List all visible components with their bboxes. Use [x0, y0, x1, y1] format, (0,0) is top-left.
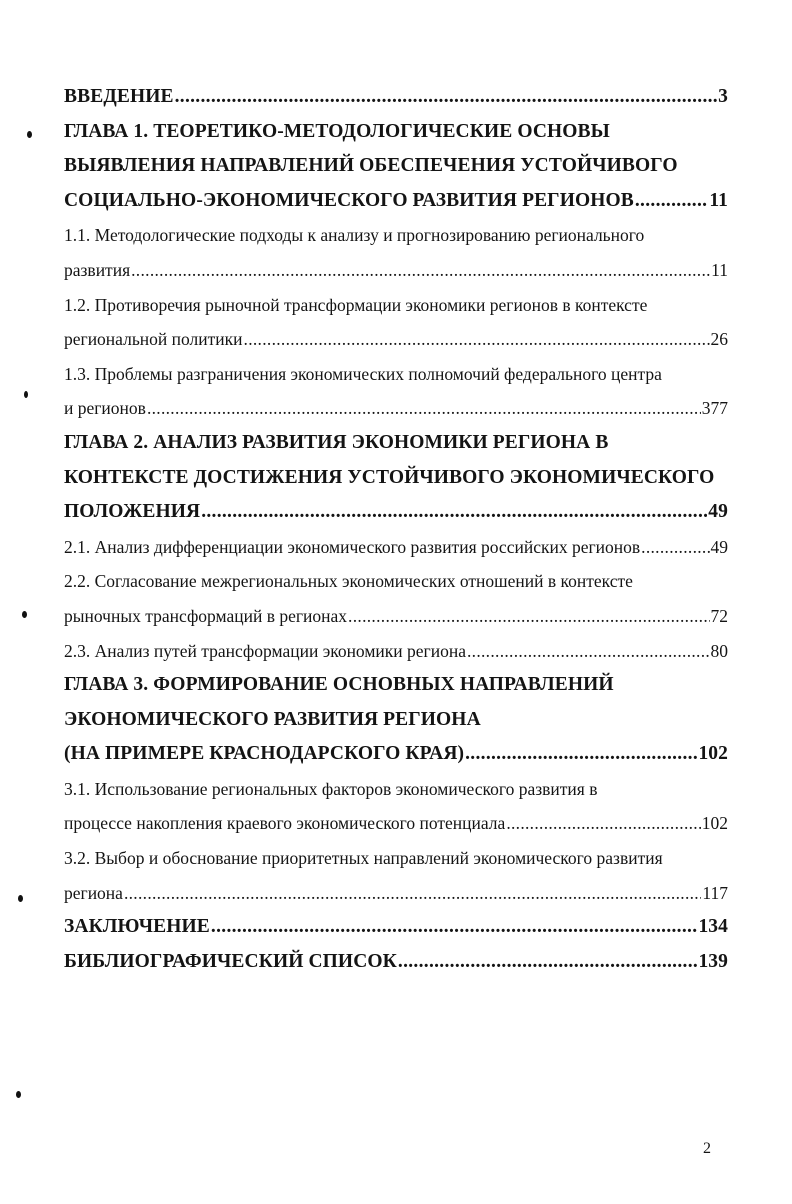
toc-entry-text: 2.1. Анализ дифференциации экономического развития российских регионов	[64, 536, 641, 557]
toc-subsection-line	[64, 530, 728, 565]
toc-entry-text: (НА ПРИМЕРЕ КРАСНОДАРСКОГО КРАЯ)	[64, 743, 465, 765]
toc-subsection-line	[64, 806, 728, 841]
dot-leader	[124, 876, 701, 911]
toc-subsection-line	[64, 599, 728, 634]
toc-page-number: 80	[710, 640, 728, 661]
toc-subsection-line	[64, 634, 728, 669]
toc-entry-text: 1.3. Проблемы разграничения экономических полномочий федерального центра	[64, 363, 662, 384]
toc-subsection-line	[64, 564, 728, 599]
toc-subsection-line	[64, 391, 728, 426]
scan-speck	[27, 131, 32, 138]
toc-page-number: 117	[702, 882, 728, 903]
toc-page-number: 139	[698, 950, 728, 972]
dot-leader	[131, 253, 710, 288]
toc-entry-text: ЭКОНОМИЧЕСКОГО РАЗВИТИЯ РЕГИОНА	[64, 708, 481, 730]
toc-page-number: 26	[710, 329, 728, 350]
toc-entry-text: региона	[64, 882, 123, 903]
toc-heading-line	[64, 945, 728, 980]
toc-entry-text: 1.2. Противоречия рыночной трансформации экономики регионов в контексте	[64, 294, 648, 315]
toc-entry-text: ВВЕДЕНИЕ	[64, 86, 174, 107]
toc-heading-line	[64, 149, 728, 184]
scan-speck	[18, 895, 23, 902]
toc-heading-line	[64, 668, 728, 703]
dot-leader	[398, 945, 698, 980]
toc-entry-text: ЗАКЛЮЧЕНИЕ	[64, 916, 210, 938]
toc-entry-text: ГЛАВА 1. ТЕОРЕТИКО-МЕТОДОЛОГИЧЕСКИЕ ОСНОВЫ	[64, 120, 610, 142]
toc-page-number: 11	[709, 189, 728, 211]
toc-entry-text: рыночных трансформаций в регионах	[64, 605, 348, 626]
toc-page-number: 134	[698, 916, 728, 938]
toc-subsection-line	[64, 876, 728, 911]
toc-heading-line	[64, 80, 728, 115]
toc-heading-line	[64, 737, 728, 772]
page-number: 2	[703, 1140, 711, 1157]
toc-heading-line	[64, 495, 728, 530]
scan-speck	[16, 1091, 21, 1098]
scan-speck	[22, 611, 27, 618]
toc-entry-text: 3.1. Использование региональных факторов экономического развития в	[64, 778, 598, 799]
toc-heading-line	[64, 910, 728, 945]
toc-page-number: 3	[718, 86, 728, 107]
dot-leader	[635, 184, 709, 219]
dot-leader	[348, 599, 709, 634]
toc-entry-text: и регионов	[64, 398, 146, 419]
dot-leader	[641, 530, 709, 565]
dot-leader	[175, 80, 718, 115]
scan-speck	[24, 391, 28, 398]
dot-leader	[147, 391, 701, 426]
toc-page-number: 49	[710, 536, 728, 557]
toc-page-number: 377	[701, 398, 728, 419]
toc-subsection-line	[64, 288, 728, 323]
toc-page-number: 102	[701, 813, 728, 834]
toc-heading-line	[64, 461, 728, 496]
toc-subsection-line	[64, 322, 728, 357]
table-of-contents	[64, 80, 728, 979]
toc-page-number: 11	[711, 259, 728, 280]
toc-subsection-line	[64, 357, 728, 392]
toc-entry-text: 2.2. Согласование межрегиональных экономических отношений в контексте	[64, 571, 633, 592]
toc-heading-line	[64, 184, 728, 219]
toc-entry-text: ПОЛОЖЕНИЯ	[64, 501, 201, 523]
toc-entry-text: 3.2. Выбор и обоснование приоритетных направлений экономического развития	[64, 848, 663, 869]
toc-entry-text: СОЦИАЛЬНО-ЭКОНОМИЧЕСКОГО РАЗВИТИЯ РЕГИОНОВ	[64, 189, 634, 211]
toc-page-number: 72	[710, 605, 728, 626]
dot-leader	[201, 495, 707, 530]
toc-entry-text: ГЛАВА 2. АНАЛИЗ РАЗВИТИЯ ЭКОНОМИКИ РЕГИОНА В	[64, 431, 609, 453]
toc-subsection-line	[64, 841, 728, 876]
toc-entry-text: БИБЛИОГРАФИЧЕСКИЙ СПИСОК	[64, 950, 397, 972]
toc-heading-line	[64, 115, 728, 150]
toc-subsection-line	[64, 772, 728, 807]
dot-leader	[211, 910, 698, 945]
toc-entry-text: процессе накопления краевого экономического потенциала	[64, 813, 506, 834]
toc-entry-text: КОНТЕКСТЕ ДОСТИЖЕНИЯ УСТОЙЧИВОГО ЭКОНОМИЧЕСКОГО	[64, 466, 715, 488]
toc-entry-text: ГЛАВА 3. ФОРМИРОВАНИЕ ОСНОВНЫХ НАПРАВЛЕНИЙ	[64, 674, 614, 696]
toc-heading-line	[64, 703, 728, 738]
toc-subsection-line	[64, 253, 728, 288]
toc-page-number: 49	[708, 501, 728, 523]
toc-entry-text: развития	[64, 259, 131, 280]
toc-entry-text: 2.3. Анализ путей трансформации экономики региона	[64, 640, 466, 661]
dot-leader	[506, 806, 700, 841]
toc-entry-text: 1.1. Методологические подходы к анализу и прогнозированию регионального	[64, 225, 645, 246]
toc-entry-text: ВЫЯВЛЕНИЯ НАПРАВЛЕНИЙ ОБЕСПЕЧЕНИЯ УСТОЙЧИВОГО	[64, 155, 678, 177]
toc-heading-line	[64, 426, 728, 461]
toc-page-number: 102	[698, 743, 728, 765]
toc-entry-text: региональной политики	[64, 329, 243, 350]
dot-leader	[467, 634, 710, 669]
dot-leader	[244, 322, 710, 357]
dot-leader	[465, 737, 697, 772]
toc-subsection-line	[64, 218, 728, 253]
